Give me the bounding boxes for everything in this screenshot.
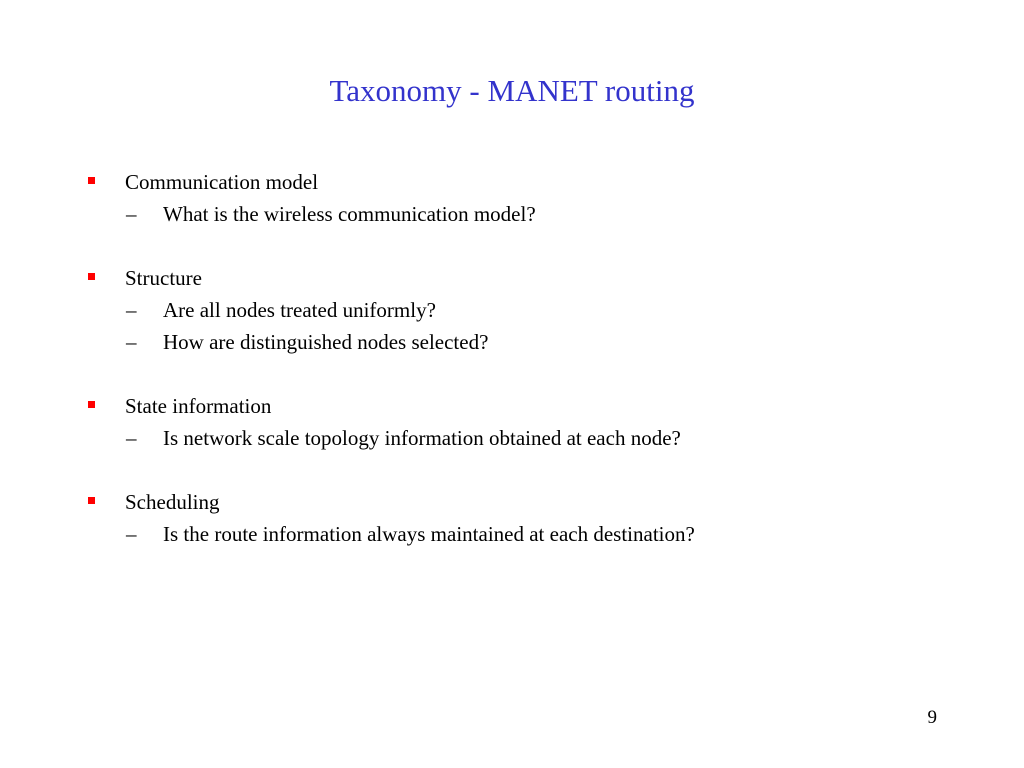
sub-bullet-list [88, 294, 968, 358]
bullet-group-state-information [88, 390, 968, 454]
sub-bullet-text: Is network scale topology information obtained at each node? [163, 426, 681, 450]
bullet-text: Communication model [125, 170, 319, 194]
square-bullet-icon [88, 177, 95, 184]
sub-bullet-item [88, 294, 968, 326]
sub-bullet-list [88, 518, 968, 550]
square-bullet-icon [88, 273, 95, 280]
square-bullet-icon [88, 401, 95, 408]
bullet-text: Scheduling [125, 490, 220, 514]
sub-bullet-list [88, 422, 968, 454]
sub-bullet-text: Are all nodes treated uniformly? [163, 298, 436, 322]
sub-bullet-item [88, 326, 968, 358]
page-number: 9 [927, 707, 937, 728]
sub-bullet-item [88, 198, 968, 230]
dash-bullet-icon: – [126, 298, 137, 322]
bullet-group-structure [88, 262, 968, 358]
sub-bullet-text: Is the route information always maintained at each destination? [163, 522, 695, 546]
sub-bullet-list [88, 198, 968, 230]
dash-bullet-icon: – [126, 522, 137, 546]
bullet-item [88, 166, 968, 198]
bullet-item [88, 262, 968, 294]
bullet-group-scheduling [88, 486, 968, 550]
dash-bullet-icon: – [126, 202, 137, 226]
sub-bullet-item [88, 422, 968, 454]
slide-title: Taxonomy - MANET routing [329, 73, 695, 108]
sub-bullet-item [88, 518, 968, 550]
bullet-text: Structure [125, 266, 202, 290]
sub-bullet-text: How are distinguished nodes selected? [163, 330, 489, 354]
square-bullet-icon [88, 497, 95, 504]
bullet-text: State information [125, 394, 272, 418]
dash-bullet-icon: – [126, 426, 137, 450]
bullet-item [88, 486, 968, 518]
sub-bullet-text: What is the wireless communication model? [163, 202, 536, 226]
bullet-group-communication-model [88, 166, 968, 230]
dash-bullet-icon: – [126, 330, 137, 354]
bullet-item [88, 390, 968, 422]
bullet-list [88, 166, 968, 582]
